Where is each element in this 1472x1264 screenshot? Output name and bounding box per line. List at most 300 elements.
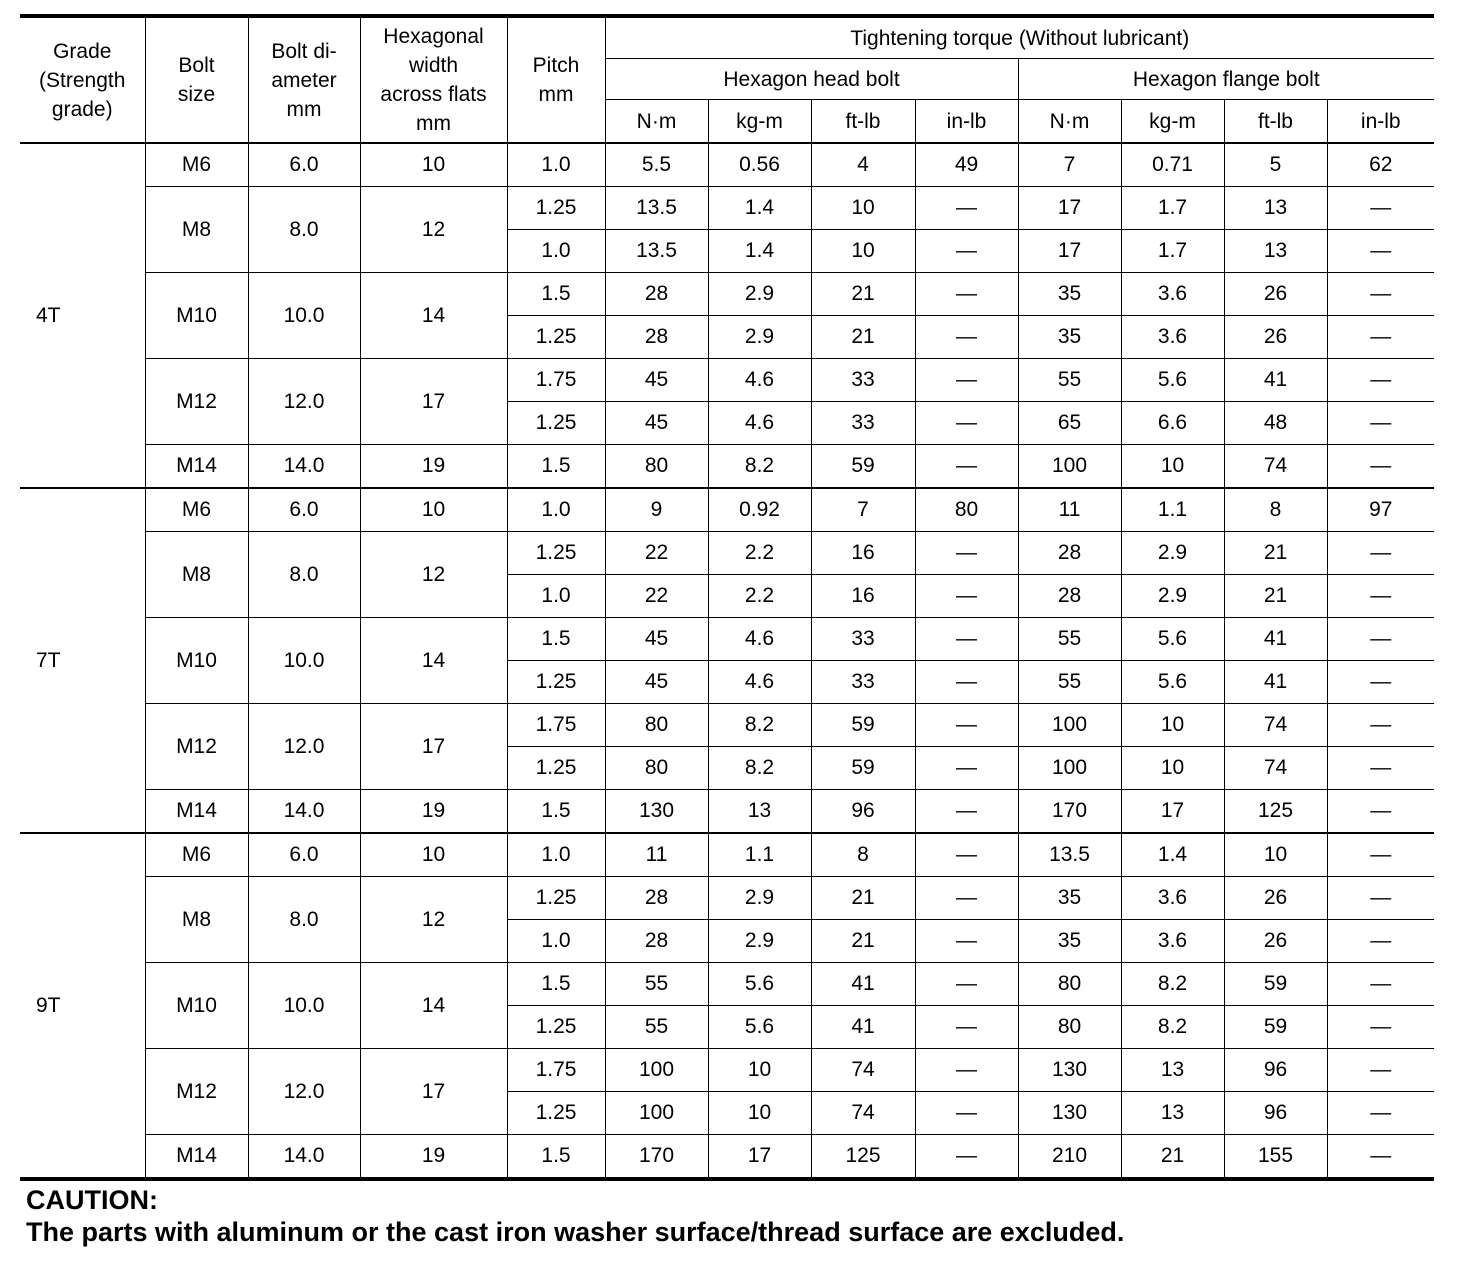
head-bolt-torque-cell: — [915,273,1018,316]
header-unit: ft-lb [1224,100,1327,144]
bolt-size-cell: M14 [145,445,248,489]
bolt-size-cell: M6 [145,488,248,532]
flange-bolt-torque-cell: — [1327,402,1434,445]
head-bolt-torque-cell: 125 [811,1135,915,1180]
hex-width-cell: 10 [360,833,507,877]
pitch-cell: 1.25 [507,402,605,445]
header-bolt-size: Bolt size [145,16,248,143]
flange-bolt-torque-cell: 55 [1018,618,1121,661]
head-bolt-torque-cell: 28 [605,316,708,359]
head-bolt-torque-cell: 59 [811,445,915,489]
table-row [20,1135,1434,1180]
grade-cell: 7T [20,488,145,833]
table-row [20,877,1434,920]
head-bolt-torque-cell: 16 [811,532,915,575]
header-bolt-diameter: Bolt di- ameter mm [248,16,360,143]
flange-bolt-torque-cell: 13 [1121,1092,1224,1135]
head-bolt-torque-cell: 4.6 [708,661,811,704]
flange-bolt-torque-cell: 13 [1224,230,1327,273]
flange-bolt-torque-cell: — [1327,1006,1434,1049]
flange-bolt-torque-cell: 80 [1018,1006,1121,1049]
flange-bolt-torque-cell: 5.6 [1121,661,1224,704]
flange-bolt-torque-cell: 13 [1121,1049,1224,1092]
flange-bolt-torque-cell: 17 [1018,230,1121,273]
pitch-cell: 1.25 [507,747,605,790]
head-bolt-torque-cell: 5.6 [708,1006,811,1049]
head-bolt-torque-cell: — [915,920,1018,963]
bolt-size-cell: M8 [145,877,248,963]
bolt-diameter-cell: 14.0 [248,790,360,834]
flange-bolt-torque-cell: 0.71 [1121,143,1224,187]
head-bolt-torque-cell: 59 [811,747,915,790]
flange-bolt-torque-cell: — [1327,359,1434,402]
head-bolt-torque-cell: 21 [811,920,915,963]
head-bolt-torque-cell: 49 [915,143,1018,187]
head-bolt-torque-cell: 5.6 [708,963,811,1006]
head-bolt-torque-cell: 33 [811,402,915,445]
head-bolt-torque-cell: — [915,704,1018,747]
table-row [20,273,1434,316]
bolt-diameter-cell: 14.0 [248,1135,360,1180]
flange-bolt-torque-cell: 21 [1121,1135,1224,1180]
header-unit: kg-m [708,100,811,144]
table-row [20,187,1434,230]
flange-bolt-torque-cell: 11 [1018,488,1121,532]
flange-bolt-torque-cell: 10 [1121,704,1224,747]
head-bolt-torque-cell: 130 [605,790,708,834]
head-bolt-torque-cell: 13 [708,790,811,834]
head-bolt-torque-cell: 2.2 [708,532,811,575]
caution-text: The parts with aluminum or the cast iron washer surface/thread surface are excluded. [26,1217,1125,1247]
bolt-diameter-cell: 8.0 [248,187,360,273]
flange-bolt-torque-cell: — [1327,1092,1434,1135]
grade-cell: 4T [20,143,145,488]
head-bolt-torque-cell: 1.4 [708,187,811,230]
head-bolt-torque-cell: 170 [605,1135,708,1180]
flange-bolt-torque-cell: 80 [1018,963,1121,1006]
bolt-diameter-cell: 6.0 [248,143,360,187]
flange-bolt-torque-cell: — [1327,963,1434,1006]
header-unit: N·m [1018,100,1121,144]
head-bolt-torque-cell: 2.2 [708,575,811,618]
head-bolt-torque-cell: 13.5 [605,230,708,273]
torque-spec-document [20,14,1434,1181]
grade-cell: 9T [20,833,145,1179]
flange-bolt-torque-cell: 21 [1224,532,1327,575]
bolt-size-cell: M14 [145,790,248,834]
bolt-size-cell: M6 [145,143,248,187]
head-bolt-torque-cell: — [915,661,1018,704]
flange-bolt-torque-cell: 13 [1224,187,1327,230]
bolt-size-cell: M12 [145,704,248,790]
bolt-size-cell: M10 [145,963,248,1049]
flange-bolt-torque-cell: 97 [1327,488,1434,532]
flange-bolt-torque-cell: 21 [1224,575,1327,618]
pitch-cell: 1.5 [507,273,605,316]
bolt-diameter-cell: 6.0 [248,488,360,532]
flange-bolt-torque-cell: 8.2 [1121,1006,1224,1049]
table-row [20,532,1434,575]
head-bolt-torque-cell: 16 [811,575,915,618]
head-bolt-torque-cell: — [915,445,1018,489]
head-bolt-torque-cell: 2.9 [708,316,811,359]
flange-bolt-torque-cell: 74 [1224,747,1327,790]
pitch-cell: 1.25 [507,1092,605,1135]
head-bolt-torque-cell: 4.6 [708,618,811,661]
pitch-cell: 1.0 [507,575,605,618]
head-bolt-torque-cell: 2.9 [708,877,811,920]
header-hexagonal-width: Hexagonal width across flats mm [360,16,507,143]
flange-bolt-torque-cell: 3.6 [1121,316,1224,359]
table-header [20,16,1434,143]
flange-bolt-torque-cell: 26 [1224,273,1327,316]
head-bolt-torque-cell: — [915,1006,1018,1049]
flange-bolt-torque-cell: 62 [1327,143,1434,187]
head-bolt-torque-cell: 0.56 [708,143,811,187]
table-row [20,1049,1434,1092]
flange-bolt-torque-cell: 155 [1224,1135,1327,1180]
flange-bolt-torque-cell: 35 [1018,273,1121,316]
flange-bolt-torque-cell: 35 [1018,877,1121,920]
flange-bolt-torque-cell: — [1327,790,1434,834]
head-bolt-torque-cell: — [915,532,1018,575]
bolt-diameter-cell: 12.0 [248,359,360,445]
header-tightening-torque: Tightening torque (Without lubricant) [605,16,1434,59]
head-bolt-torque-cell: 74 [811,1049,915,1092]
flange-bolt-torque-cell: — [1327,445,1434,489]
head-bolt-torque-cell: 80 [605,747,708,790]
flange-bolt-torque-cell: 10 [1121,747,1224,790]
flange-bolt-torque-cell: 100 [1018,445,1121,489]
flange-bolt-torque-cell: — [1327,1049,1434,1092]
head-bolt-torque-cell: — [915,790,1018,834]
head-bolt-torque-cell: — [915,230,1018,273]
head-bolt-torque-cell: 41 [811,963,915,1006]
pitch-cell: 1.75 [507,1049,605,1092]
head-bolt-torque-cell: — [915,877,1018,920]
head-bolt-torque-cell: 55 [605,963,708,1006]
flange-bolt-torque-cell: 41 [1224,359,1327,402]
pitch-cell: 1.25 [507,661,605,704]
header-unit: N·m [605,100,708,144]
head-bolt-torque-cell: — [915,402,1018,445]
pitch-cell: 1.25 [507,877,605,920]
header-unit: ft-lb [811,100,915,144]
table-row [20,790,1434,834]
table-row [20,143,1434,187]
flange-bolt-torque-cell: 5.6 [1121,359,1224,402]
flange-bolt-torque-cell: 55 [1018,359,1121,402]
head-bolt-torque-cell: 80 [605,445,708,489]
hex-width-cell: 12 [360,877,507,963]
head-bolt-torque-cell: 41 [811,1006,915,1049]
flange-bolt-torque-cell: — [1327,877,1434,920]
bolt-diameter-cell: 8.0 [248,532,360,618]
flange-bolt-torque-cell: 65 [1018,402,1121,445]
flange-bolt-torque-cell: 55 [1018,661,1121,704]
head-bolt-torque-cell: 10 [811,187,915,230]
head-bolt-torque-cell: 28 [605,877,708,920]
header-unit: in-lb [915,100,1018,144]
flange-bolt-torque-cell: 28 [1018,575,1121,618]
flange-bolt-torque-cell: 3.6 [1121,273,1224,316]
bolt-size-cell: M12 [145,1049,248,1135]
flange-bolt-torque-cell: 1.7 [1121,187,1224,230]
head-bolt-torque-cell: — [915,1049,1018,1092]
table-row [20,704,1434,747]
pitch-cell: 1.0 [507,920,605,963]
head-bolt-torque-cell: 80 [605,704,708,747]
flange-bolt-torque-cell: 74 [1224,704,1327,747]
head-bolt-torque-cell: 9 [605,488,708,532]
table-row [20,359,1434,402]
flange-bolt-torque-cell: 8 [1224,488,1327,532]
flange-bolt-torque-cell: 10 [1224,833,1327,877]
flange-bolt-torque-cell: 2.9 [1121,575,1224,618]
header-pitch: Pitch mm [507,16,605,143]
flange-bolt-torque-cell: 48 [1224,402,1327,445]
bolt-diameter-cell: 10.0 [248,618,360,704]
flange-bolt-torque-cell: 8.2 [1121,963,1224,1006]
header-unit: in-lb [1327,100,1434,144]
bolt-diameter-cell: 12.0 [248,704,360,790]
head-bolt-torque-cell: 21 [811,273,915,316]
hex-width-cell: 19 [360,790,507,834]
bolt-size-cell: M6 [145,833,248,877]
head-bolt-torque-cell: 45 [605,661,708,704]
caution-note [26,1184,1124,1248]
pitch-cell: 1.5 [507,1135,605,1180]
head-bolt-torque-cell: 100 [605,1092,708,1135]
flange-bolt-torque-cell: 13.5 [1018,833,1121,877]
head-bolt-torque-cell: 8.2 [708,704,811,747]
head-bolt-torque-cell: — [915,1092,1018,1135]
head-bolt-torque-cell: 22 [605,575,708,618]
flange-bolt-torque-cell: 130 [1018,1092,1121,1135]
bolt-diameter-cell: 6.0 [248,833,360,877]
flange-bolt-torque-cell: 130 [1018,1049,1121,1092]
flange-bolt-torque-cell: — [1327,187,1434,230]
tightening-torque-table [20,14,1434,1181]
head-bolt-torque-cell: 4.6 [708,402,811,445]
hex-width-cell: 10 [360,143,507,187]
bolt-size-cell: M10 [145,273,248,359]
head-bolt-torque-cell: 7 [811,488,915,532]
flange-bolt-torque-cell: — [1327,747,1434,790]
head-bolt-torque-cell: 55 [605,1006,708,1049]
flange-bolt-torque-cell: 100 [1018,747,1121,790]
head-bolt-torque-cell: 74 [811,1092,915,1135]
flange-bolt-torque-cell: 170 [1018,790,1121,834]
flange-bolt-torque-cell: 7 [1018,143,1121,187]
head-bolt-torque-cell: 59 [811,704,915,747]
head-bolt-torque-cell: 4.6 [708,359,811,402]
flange-bolt-torque-cell: 59 [1224,1006,1327,1049]
head-bolt-torque-cell: — [915,747,1018,790]
table-row [20,963,1434,1006]
head-bolt-torque-cell: 21 [811,316,915,359]
flange-bolt-torque-cell: 74 [1224,445,1327,489]
head-bolt-torque-cell: 100 [605,1049,708,1092]
flange-bolt-torque-cell: 5 [1224,143,1327,187]
head-bolt-torque-cell: 45 [605,359,708,402]
flange-bolt-torque-cell: — [1327,532,1434,575]
flange-bolt-torque-cell: 6.6 [1121,402,1224,445]
flange-bolt-torque-cell: 35 [1018,316,1121,359]
head-bolt-torque-cell: 8 [811,833,915,877]
head-bolt-torque-cell: 96 [811,790,915,834]
head-bolt-torque-cell: 33 [811,661,915,704]
bolt-size-cell: M14 [145,1135,248,1180]
header-hexagon-flange-bolt: Hexagon flange bolt [1018,59,1434,100]
head-bolt-torque-cell: — [915,618,1018,661]
head-bolt-torque-cell: 33 [811,359,915,402]
pitch-cell: 1.25 [507,187,605,230]
hex-width-cell: 17 [360,704,507,790]
flange-bolt-torque-cell: — [1327,833,1434,877]
head-bolt-torque-cell: 45 [605,402,708,445]
head-bolt-torque-cell: 1.1 [708,833,811,877]
pitch-cell: 1.75 [507,359,605,402]
pitch-cell: 1.0 [507,488,605,532]
flange-bolt-torque-cell: 1.4 [1121,833,1224,877]
flange-bolt-torque-cell: 28 [1018,532,1121,575]
head-bolt-torque-cell: — [915,575,1018,618]
flange-bolt-torque-cell: 3.6 [1121,877,1224,920]
pitch-cell: 1.75 [507,704,605,747]
flange-bolt-torque-cell: — [1327,618,1434,661]
flange-bolt-torque-cell: 41 [1224,618,1327,661]
bolt-diameter-cell: 14.0 [248,445,360,489]
head-bolt-torque-cell: 13.5 [605,187,708,230]
table-row [20,488,1434,532]
header-hexagon-head-bolt: Hexagon head bolt [605,59,1018,100]
hex-width-cell: 14 [360,273,507,359]
flange-bolt-torque-cell: 96 [1224,1092,1327,1135]
pitch-cell: 1.0 [507,833,605,877]
head-bolt-torque-cell: 8.2 [708,747,811,790]
flange-bolt-torque-cell: 2.9 [1121,532,1224,575]
flange-bolt-torque-cell: 125 [1224,790,1327,834]
flange-bolt-torque-cell: 26 [1224,920,1327,963]
flange-bolt-torque-cell: 3.6 [1121,920,1224,963]
bolt-diameter-cell: 8.0 [248,877,360,963]
head-bolt-torque-cell: — [915,316,1018,359]
flange-bolt-torque-cell: 5.6 [1121,618,1224,661]
bolt-diameter-cell: 10.0 [248,963,360,1049]
head-bolt-torque-cell: 21 [811,877,915,920]
flange-bolt-torque-cell: 100 [1018,704,1121,747]
head-bolt-torque-cell: 10 [811,230,915,273]
pitch-cell: 1.0 [507,230,605,273]
hex-width-cell: 14 [360,618,507,704]
flange-bolt-torque-cell: 35 [1018,920,1121,963]
bolt-size-cell: M8 [145,532,248,618]
flange-bolt-torque-cell: 17 [1018,187,1121,230]
flange-bolt-torque-cell: 1.1 [1121,488,1224,532]
flange-bolt-torque-cell: 1.7 [1121,230,1224,273]
flange-bolt-torque-cell: 10 [1121,445,1224,489]
hex-width-cell: 14 [360,963,507,1049]
head-bolt-torque-cell: — [915,187,1018,230]
head-bolt-torque-cell: 45 [605,618,708,661]
bolt-diameter-cell: 12.0 [248,1049,360,1135]
flange-bolt-torque-cell: — [1327,661,1434,704]
flange-bolt-torque-cell: — [1327,1135,1434,1180]
hex-width-cell: 19 [360,445,507,489]
pitch-cell: 1.25 [507,316,605,359]
head-bolt-torque-cell: 17 [708,1135,811,1180]
caution-title: CAUTION: [26,1185,158,1215]
head-bolt-torque-cell: 10 [708,1092,811,1135]
hex-width-cell: 12 [360,532,507,618]
bolt-size-cell: M8 [145,187,248,273]
head-bolt-torque-cell: — [915,1135,1018,1180]
head-bolt-torque-cell: 28 [605,273,708,316]
hex-width-cell: 17 [360,1049,507,1135]
table-row [20,618,1434,661]
flange-bolt-torque-cell: 59 [1224,963,1327,1006]
bolt-diameter-cell: 10.0 [248,273,360,359]
pitch-cell: 1.0 [507,143,605,187]
flange-bolt-torque-cell: — [1327,273,1434,316]
bolt-size-cell: M12 [145,359,248,445]
flange-bolt-torque-cell: — [1327,920,1434,963]
pitch-cell: 1.5 [507,790,605,834]
header-unit: kg-m [1121,100,1224,144]
head-bolt-torque-cell: 11 [605,833,708,877]
pitch-cell: 1.25 [507,1006,605,1049]
pitch-cell: 1.25 [507,532,605,575]
head-bolt-torque-cell: 1.4 [708,230,811,273]
head-bolt-torque-cell: 33 [811,618,915,661]
head-bolt-torque-cell: 5.5 [605,143,708,187]
table-body [20,143,1434,1179]
flange-bolt-torque-cell: — [1327,316,1434,359]
header-grade: Grade (Strength grade) [20,16,145,143]
table-row [20,445,1434,489]
pitch-cell: 1.5 [507,445,605,489]
hex-width-cell: 19 [360,1135,507,1180]
flange-bolt-torque-cell: 26 [1224,316,1327,359]
head-bolt-torque-cell: 2.9 [708,920,811,963]
flange-bolt-torque-cell: — [1327,575,1434,618]
flange-bolt-torque-cell: 26 [1224,877,1327,920]
hex-width-cell: 10 [360,488,507,532]
flange-bolt-torque-cell: — [1327,230,1434,273]
head-bolt-torque-cell: 2.9 [708,273,811,316]
flange-bolt-torque-cell: 210 [1018,1135,1121,1180]
table-row [20,833,1434,877]
flange-bolt-torque-cell: 41 [1224,661,1327,704]
head-bolt-torque-cell: 10 [708,1049,811,1092]
head-bolt-torque-cell: 28 [605,920,708,963]
head-bolt-torque-cell: — [915,359,1018,402]
flange-bolt-torque-cell: — [1327,704,1434,747]
pitch-cell: 1.5 [507,963,605,1006]
head-bolt-torque-cell: — [915,833,1018,877]
flange-bolt-torque-cell: 17 [1121,790,1224,834]
hex-width-cell: 17 [360,359,507,445]
hex-width-cell: 12 [360,187,507,273]
head-bolt-torque-cell: 22 [605,532,708,575]
head-bolt-torque-cell: 8.2 [708,445,811,489]
head-bolt-torque-cell: 4 [811,143,915,187]
head-bolt-torque-cell: 80 [915,488,1018,532]
bolt-size-cell: M10 [145,618,248,704]
head-bolt-torque-cell: — [915,963,1018,1006]
pitch-cell: 1.5 [507,618,605,661]
